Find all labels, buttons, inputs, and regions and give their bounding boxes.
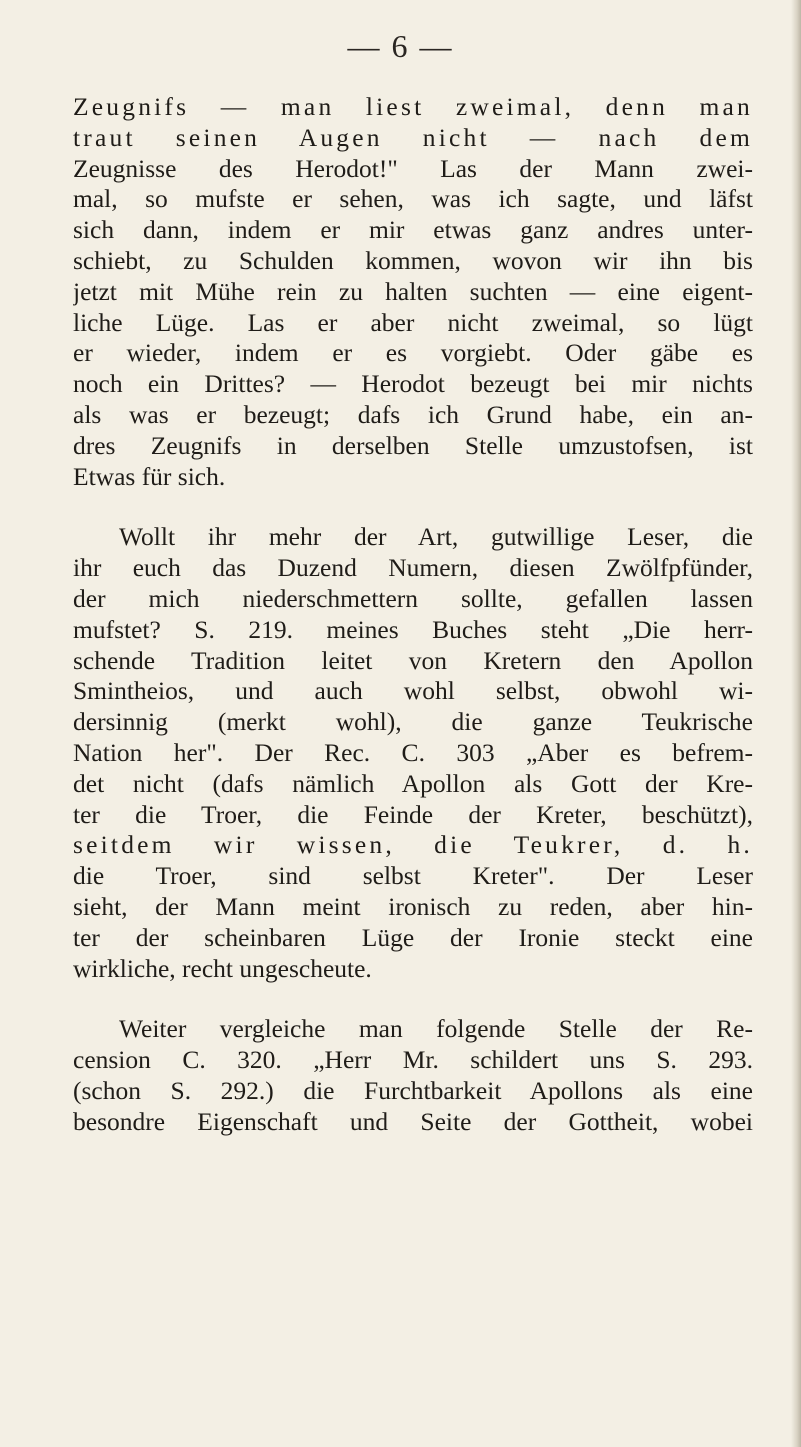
text-line: ihr euch das Duzend Numern, diesen Zwölfpfünder,	[73, 553, 753, 583]
text-line: noch ein Drittes? — Herodot bezeugt bei mir nichts	[73, 369, 753, 399]
text-line: Smintheios, und auch wohl selbst, obwohl wi-	[73, 676, 753, 706]
text-line: det nicht (dafs nämlich Apollon als Gott der Kre-	[73, 768, 753, 798]
text-line: Zeugnisse des Herodot!" Las der Mann zwei-	[73, 153, 753, 183]
text-line: Wollt ihr mehr der Art, gutwillige Leser, die	[119, 522, 753, 552]
text-line: (schon S. 292.) die Furchtbarkeit Apollons als eine	[73, 1075, 753, 1105]
text-line: cension C. 320. „Herr Mr. schildert uns S. 293.	[73, 1045, 753, 1075]
text-line: seitdem wir wissen, die Teukrer, d. h.	[73, 830, 753, 860]
text-line: die Troer, sind selbst Kreter". Der Leser	[73, 861, 753, 891]
text-line: Etwas für sich.	[73, 461, 226, 491]
paragraph-1	[73, 92, 753, 492]
page-number: — 6 —	[347, 28, 454, 64]
text-line: ter die Troer, die Feinde der Kreter, beschützt),	[73, 799, 753, 829]
text-line: Zeugnifs — man liest zweimal, denn man	[73, 92, 753, 121]
text-line: schiebt, zu Schulden kommen, wovon wir ihn bis	[73, 245, 753, 275]
text-line: liche Lüge. Las er aber nicht zweimal, so lügt	[73, 307, 753, 337]
text-line: dersinnig (merkt wohl), die ganze Teukrische	[73, 707, 753, 737]
body-text	[73, 92, 753, 1138]
text-line: der mich niederschmettern sollte, gefallen lassen	[73, 583, 753, 613]
text-line: Nation her". Der Rec. C. 303 „Aber es befrem-	[73, 737, 753, 767]
text-line: mufstet? S. 219. meines Buches steht „Die herr-	[73, 614, 753, 644]
text-line: dres Zeugnifs in derselben Stelle umzustofsen, ist	[73, 430, 753, 460]
text-line: als was er bezeugt; dafs ich Grund habe, ein an-	[73, 399, 753, 429]
text-line: sieht, der Mann meint ironisch zu reden, aber hin-	[73, 891, 753, 921]
paragraph-2	[73, 522, 753, 984]
text-line: mal, so mufste er sehen, was ich sagte, und läfst	[73, 184, 753, 214]
text-line: ter der scheinbaren Lüge der Ironie steckt eine	[73, 922, 753, 952]
text-line: schende Tradition leitet von Kretern den Apollon	[73, 645, 753, 675]
text-line: jetzt mit Mühe rein zu halten suchten — eine eigent-	[73, 276, 753, 306]
paragraph-3	[73, 1014, 753, 1137]
text-line: er wieder, indem er es vorgiebt. Oder gäbe es	[73, 338, 753, 368]
text-line: wirkliche, recht ungescheute.	[73, 953, 372, 983]
text-line: traut seinen Augen nicht — nach dem	[73, 122, 753, 152]
page-edge	[791, 0, 801, 1447]
text-line: Weiter vergleiche man folgende Stelle der Re-	[119, 1014, 753, 1044]
text-line: sich dann, indem er mir etwas ganz andres unter-	[73, 215, 753, 245]
text-line: besondre Eigenschaft und Seite der Gottheit, wobei	[73, 1106, 753, 1136]
